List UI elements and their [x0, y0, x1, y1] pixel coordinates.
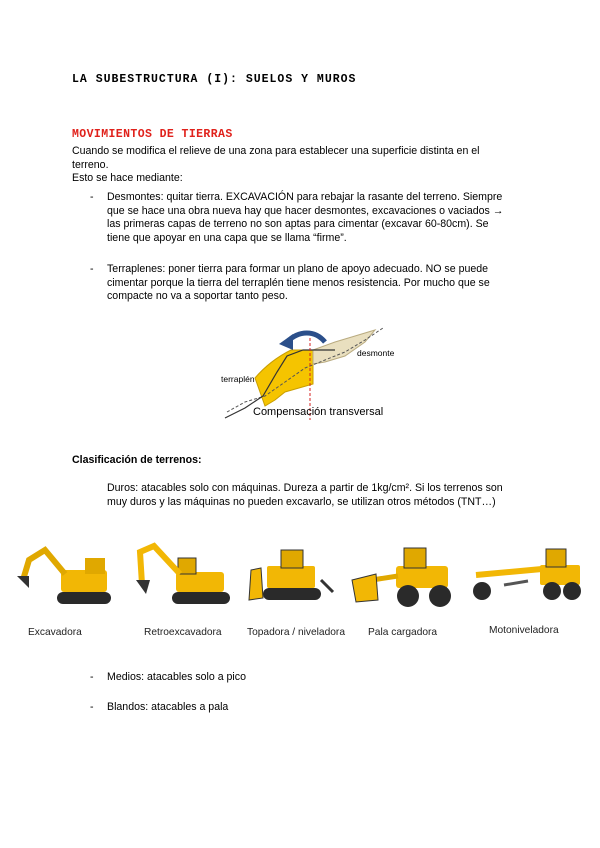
bullet-marker: -: [90, 191, 94, 203]
bullet-marker: -: [90, 671, 94, 683]
machine-caption: Excavadora: [28, 627, 82, 638]
motor-grader-icon: [470, 545, 588, 607]
intro-line: Cuando se modifica el relieve de una zona para establecer una superficie distinta en el: [72, 145, 480, 157]
bullet-line: tiene que apoyar en una capa que se llama “firme”.: [107, 231, 347, 244]
machine-caption: Topadora / niveladora: [247, 627, 345, 638]
section-heading: MOVIMIENTOS DE TIERRAS: [72, 128, 233, 141]
compensation-diagram: [215, 320, 415, 430]
bullet-line: las primeras capas de terreno no son aptas para cimentar (excavar 60-80cm). Se: [107, 218, 489, 231]
diagram-caption: Compensación transversal: [253, 406, 384, 418]
duros-paragraph: [107, 482, 537, 509]
duros-line: muy duros y las máquinas no pueden excavarlo, se utilizan otros métodos (TNT…): [107, 495, 496, 508]
bullet-terraplenes: [107, 263, 527, 304]
bullet-line: cimentar porque la tierra del terraplén tiene menos resistencia. Por mucho que se: [107, 276, 490, 289]
bullet-desmontes: [107, 191, 527, 245]
excavator-icon: [15, 540, 115, 612]
bullet-line: Desmontes: quitar tierra. EXCAVACIÓN para rebajar la rasante del terreno. Siempre: [107, 191, 503, 203]
bullet-blandos: Blandos: atacables a pala: [107, 701, 229, 713]
page-title: LA SUBESTRUCTURA (I): SUELOS Y MUROS: [72, 73, 357, 86]
label-terraplen: terraplén: [221, 374, 255, 384]
bullet-medios: Medios: atacables solo a pico: [107, 671, 246, 683]
fill-zone: [255, 350, 313, 406]
wheel-loader-icon: [350, 540, 460, 612]
bullet-marker: -: [90, 701, 94, 713]
duros-line: Duros: atacables solo con máquinas. Dureza a partir de 1kg/cm². Si los terrenos son: [107, 482, 503, 494]
cut-zone: [313, 330, 375, 364]
machine-caption: Pala cargadora: [368, 627, 438, 638]
classification-heading: Clasificación de terrenos:: [72, 454, 202, 466]
machine-caption: Retroexcavadora: [144, 627, 222, 638]
bullet-line: Terraplenes: poner tierra para formar un plano de apoyo adecuado. NO se puede: [107, 263, 489, 275]
intro-paragraph: [72, 145, 512, 186]
intro-line: Esto se hace mediante:: [72, 172, 183, 185]
backhoe-icon: [128, 540, 236, 612]
bullet-line: que se hace una obra nueva hay que hacer desmontes, excavaciones o vaciados →: [107, 204, 504, 217]
intro-line: terreno.: [72, 158, 109, 171]
arrow-head: [279, 334, 293, 350]
bullet-line: compacte no va a soportar tanto peso.: [107, 290, 288, 303]
bullet-marker: -: [90, 263, 94, 275]
bulldozer-icon: [245, 540, 337, 612]
machine-caption: Motoniveladora: [489, 625, 559, 636]
label-desmonte: desmonte: [357, 348, 395, 358]
